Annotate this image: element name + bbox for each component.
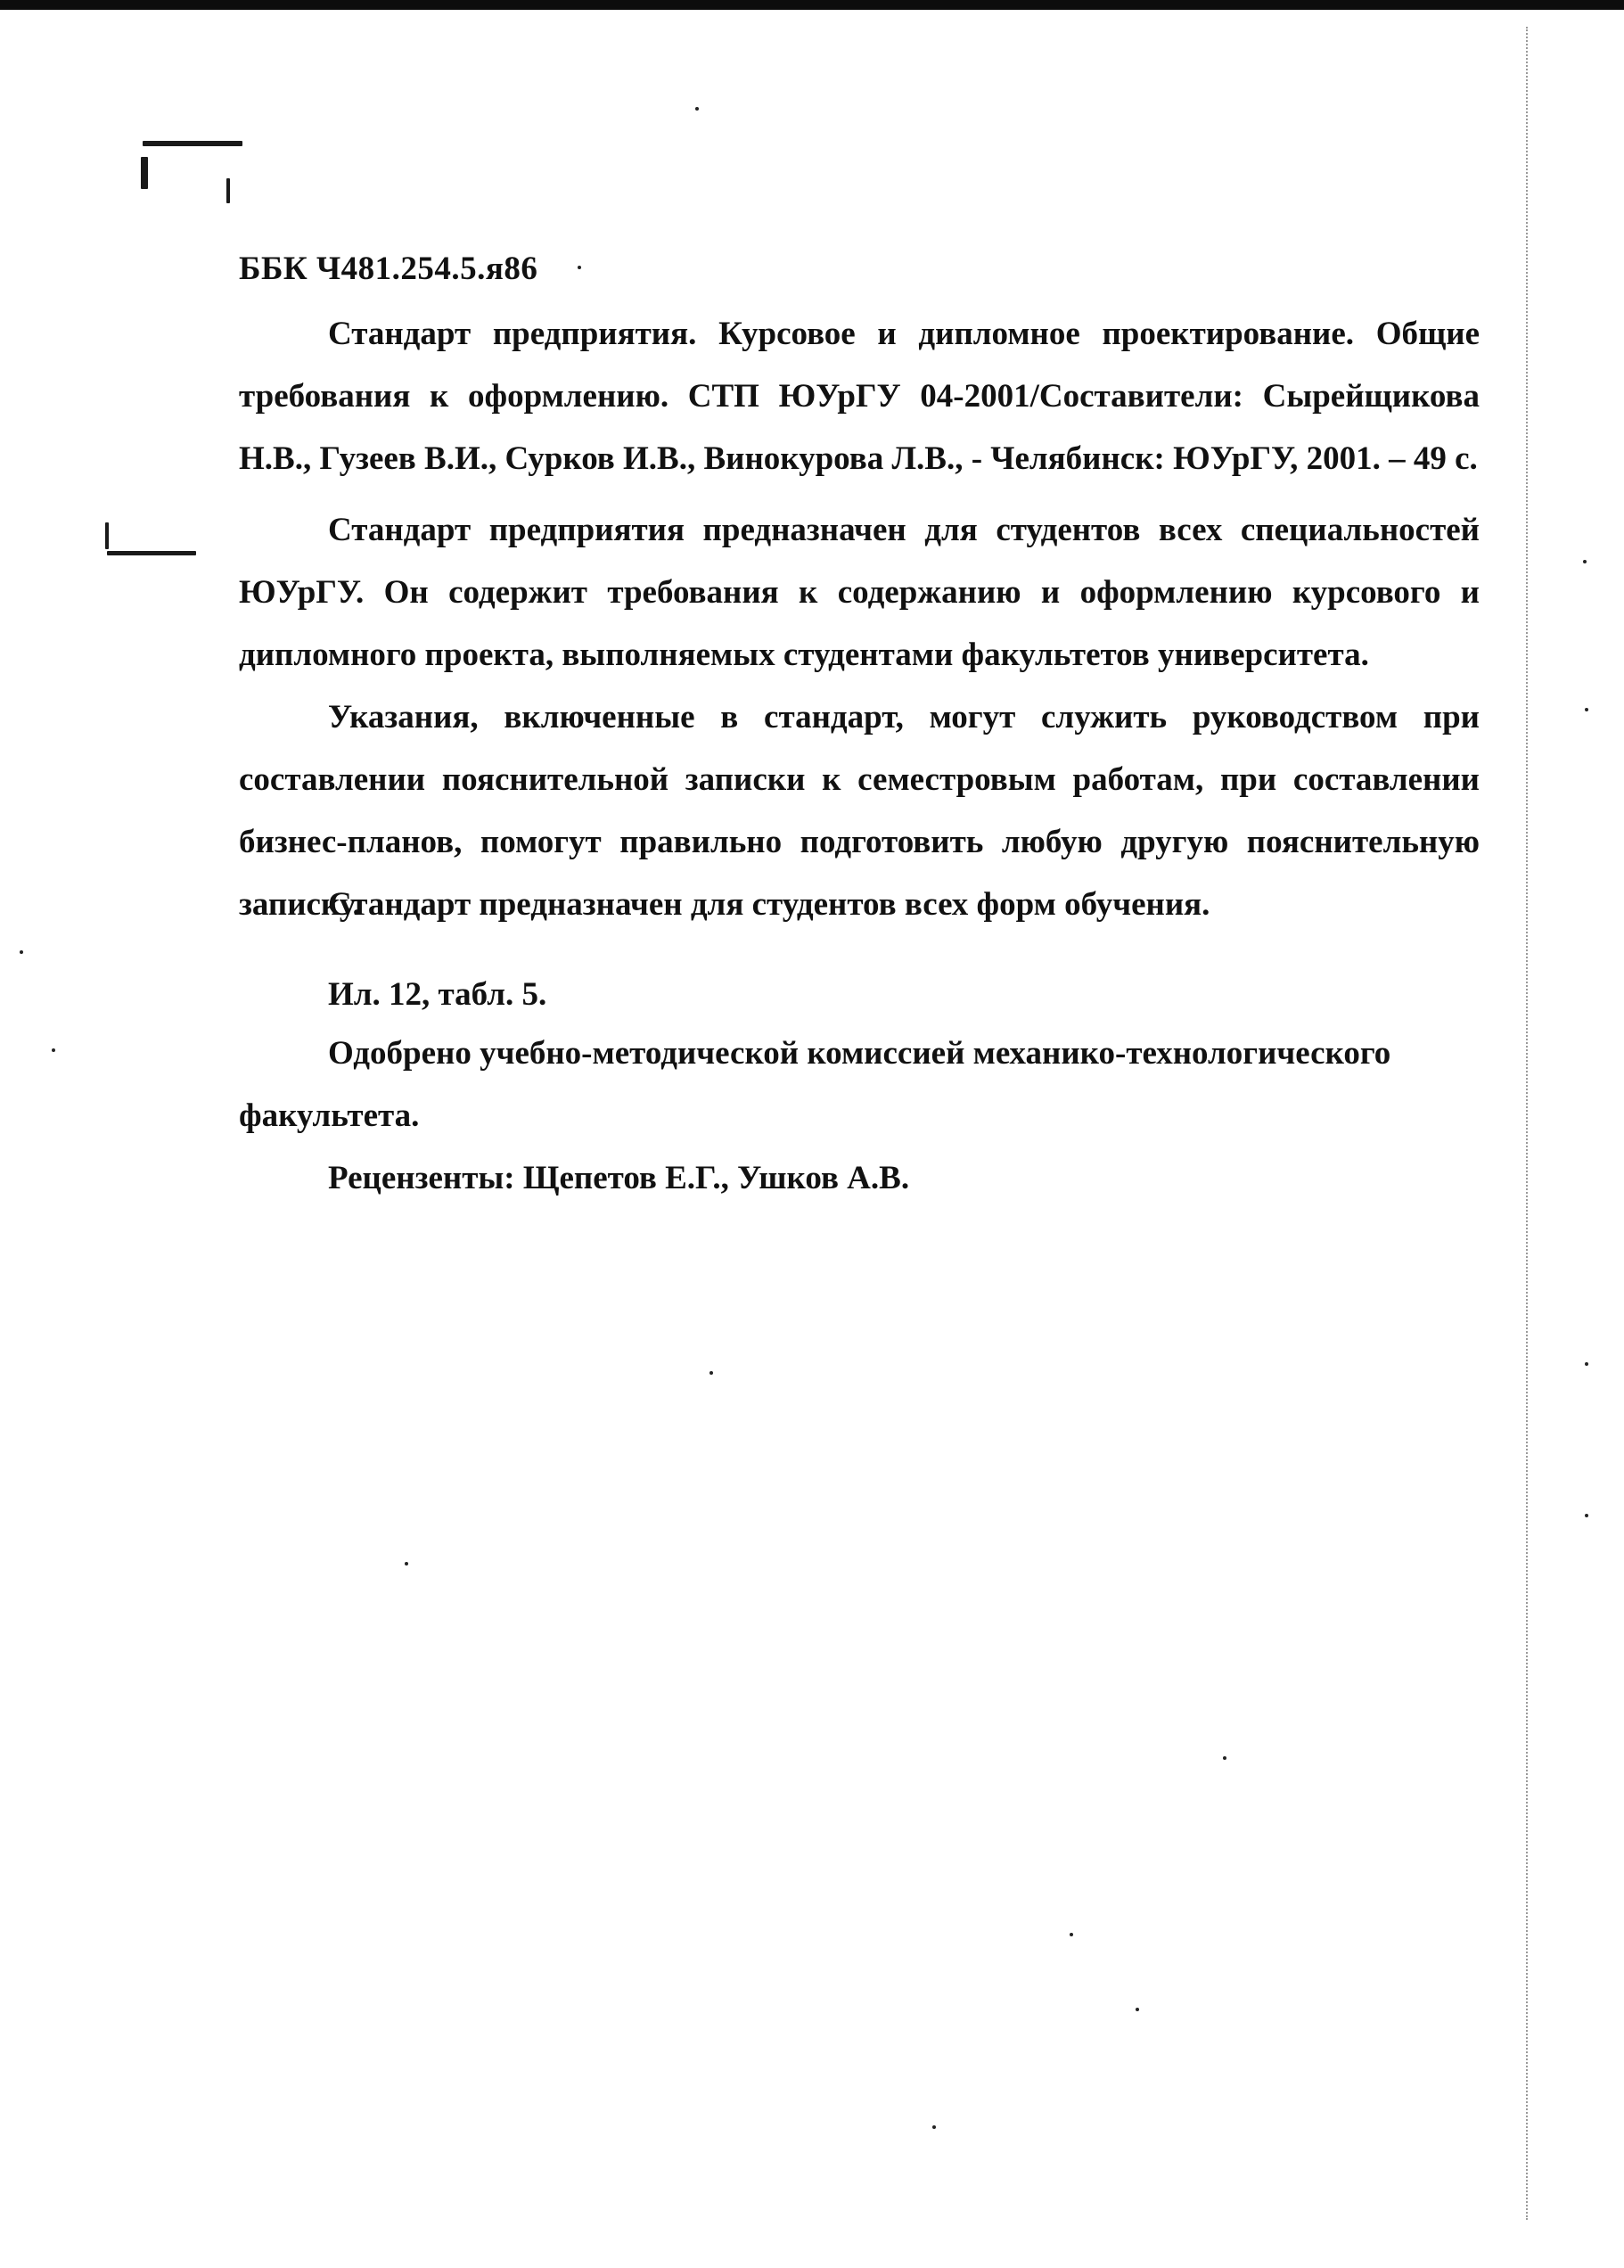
- illustrations-count: Ил. 12, табл. 5.: [328, 976, 547, 1013]
- approval-line: Одобрено учебно-методической комиссией механико-технологического: [328, 1035, 1391, 1072]
- scan-speck: [1136, 2008, 1139, 2011]
- scan-speck: [1583, 560, 1587, 563]
- scan-speck: [1585, 1514, 1588, 1517]
- scan-top-border: [0, 0, 1624, 10]
- abstract-paragraph: Стандарт предприятия предназначен для студентов всех специальностей ЮУрГУ. Он содержит требования к содержанию и оформлению курсового и дипломного проекта, выполняемых студентами факультетов университета.: [239, 512, 1480, 673]
- reviewers-line: Рецензенты: Щепетов Е.Г., Ушков А.В.: [328, 1160, 910, 1196]
- scan-speck: [1585, 1362, 1588, 1366]
- scan-artifact: [226, 178, 230, 203]
- scan-speck: [20, 950, 23, 954]
- scan-speck: [709, 1371, 713, 1375]
- scan-speck: [695, 107, 699, 111]
- scan-speck: [52, 1048, 55, 1052]
- scan-artifact: [107, 551, 196, 555]
- approval-line-continued: факультета.: [239, 1097, 420, 1134]
- scan-right-edge: [1526, 27, 1531, 2220]
- scan-artifact: [141, 157, 148, 189]
- audience-paragraph: Стандарт предназначен для студентов всех форм обучения.: [328, 886, 1210, 923]
- scan-speck: [1585, 708, 1588, 711]
- bibliographic-description: Стандарт предприятия. Курсовое и дипломное проектирование. Общие требования к оформлению. СТП ЮУрГУ 04-2001/Составители: Сырейщикова Н.В., Гузеев В.И., Сурков И.В., Винокурова Л.В., - Челябинск: ЮУрГУ, 2001. – 49 с.: [239, 316, 1480, 477]
- scan-speck: [1070, 1933, 1073, 1936]
- scan-artifact: [143, 141, 242, 146]
- bbk-code: ББК Ч481.254.5.я86: [239, 251, 538, 287]
- scan-speck: [578, 266, 581, 269]
- scan-speck: [932, 2125, 936, 2129]
- usage-paragraph: Указания, включенные в стандарт, могут служить руководством при составлении пояснительной записки к семестровым работам, при составлении бизнес-планов, помогут правильно подготовить любую другую пояснительную записку.: [239, 699, 1480, 923]
- scan-speck: [1223, 1756, 1226, 1760]
- scan-artifact: [105, 522, 109, 549]
- scan-speck: [405, 1562, 408, 1565]
